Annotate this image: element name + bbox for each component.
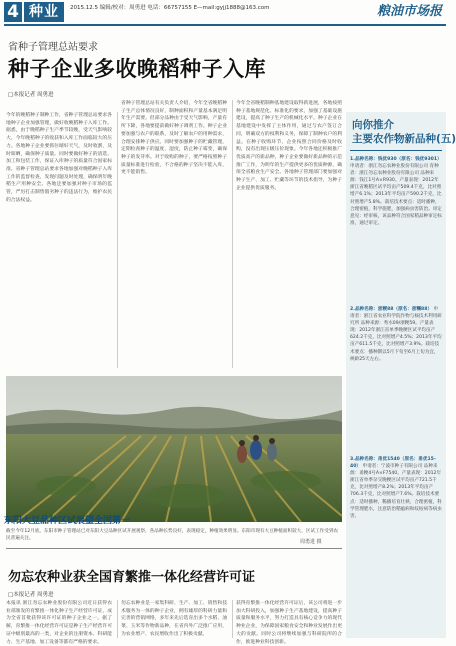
variety-1-title: 1.品种名称：钱优930（原名：钱优9301） [350, 157, 442, 162]
photo-credit: 周勇进 摄 [300, 539, 322, 545]
article2-byline: □本报记者 周勇进 [8, 592, 54, 598]
article1-column-2: 省种子管理总站有关负责人介绍，今年全省晚稻种子生产总体情况良好，制种面积和产量基本满足明年生产需要。但部分品种由于受天气影响，产量有所下降，各地要提前做好种子调剂工作。种子企业要加强与农户的联系，及时了解农户的用种需求，合理安排种子供应。同时要加强种子的贮藏管理，定期检查种子的温度、湿度，防止种子霉变，确保种子的发芽率。对于收购的种子，要严格按照种子质量标准进行检验，不合格的种子坚决不能入库，更不能销售。 [121, 101, 227, 176]
section-divider [6, 548, 342, 549]
column-divider [117, 600, 118, 638]
column-divider [117, 112, 118, 368]
masthead [0, 0, 450, 26]
article1-byline: □本报记者 周勇进 [8, 92, 54, 98]
newspaper-brand: 粮油市场报 [376, 4, 442, 19]
variety-3-title: 3.品种名称：甬优1540（原名：甬优15-40） [350, 457, 436, 470]
photo-caption: 截至今年12月底，东阳市种子管理站已对东阳大豆品种区试开展观察，各品种长势良好，表现稳定，种植效果明显。东阳市现有大豆种植面积较大，区试工作受到农民普遍关注。 [6, 529, 339, 541]
sidebar-variety-3 [350, 456, 442, 636]
article2-column-3: 获得育繁推一体化经营许可证后，该公司将进一步加大科研投入，加强种子生产基地建设，提高种子质量和服务水平，努力打造具有核心竞争力的现代种业企业，为保障国家粮食安全和种业发展作出更大的贡献。同时公司将继续加强与科研院所的合作，推进种业科技创新。 [236, 601, 342, 645]
variety-2-body: 申请者：浙江省农业科学院作物与核技术利用研究所 品种来源：秀水09/浙粳59。产量表现：2012年浙江省单季晚粳区试平均亩产624.2千克，比对照增产4.5%；2013年平均亩产611.5千克，比对照增产3.9%。栽培技术要点：播种期以5月下旬至6月上旬为宜，秧龄25天左右。 [350, 307, 442, 362]
column-divider [232, 100, 233, 368]
masthead-rule [4, 24, 446, 26]
article2-headline: 勿忘农种业获全国育繁推一体化经营许可证 [8, 570, 256, 585]
article1-headline: 种子企业多收晚稻种子入库 [8, 57, 266, 81]
sidebar-variety-1 [350, 156, 442, 302]
sidebar-title: 向你推介 [352, 119, 394, 131]
article1-kicker: 省种子管理总站要求 [8, 42, 98, 53]
column-divider [232, 600, 233, 638]
section-label: 种业 [24, 2, 64, 22]
sidebar-variety-2 [350, 306, 442, 452]
article2-column-2: 勿忘农种业是一家集科研、生产、加工、销售和技术服务为一体的种子企业，拥有雄厚的科研力量和完善的营销网络，多年来先后选育出多个水稻、油菜、玉米等作物新品种，在省内外广泛推广应用，为农业增产、农民增收作出了积极贡献。 [121, 601, 227, 637]
variety-3-body: 申请者：宁波市种子有限公司 品种来源：甬粳4号A×F7540。产量表现：2012年浙江省单季杂交晚粳区试平均亩产721.5千克，比对照增产8.2%；2013年平均亩产706.3千克，比对照增产7.6%。栽培技术要点：适时播种，稀播培育壮秧，合理密植，科学管理肥水，注意防治稻瘟病和纹枯病等病虫害。 [350, 464, 442, 519]
variety-1-body: 申请者：浙江勿忘农种业股份有限公司 育种者：浙江勿忘农种业股份有限公司 品种来源：钱江1号A×R930。产量表现：2012年浙江省晚稻区试平均亩产509.4千克，比对照增产6.1%；2013年平均亩产590.2千克，比对照增产5.8%。栽培技术要点：适时播种，合理密植，科学施肥，加强病虫害防治。审定意见：经审核，该品种符合国家稻品种审定标准，通过审定。 [350, 164, 442, 226]
photo-caption-headline: 东阳大豆品种区试展望全国第一 [4, 516, 131, 526]
article1-column-3: 今年全省晚稻制种基地建设取得新进展，各地按照种子基地规范化、标准化的要求，加强了基础设施建设，提高了种子生产的机械化水平。种子企业在基地建设中发挥了主体作用，通过与农户签订合同，明确双方的权利和义务，保障了制种农户的利益。在种子收购环节，企业按照合同价格及时收购，没有出现压级压价现象。今年各地还积极推广优质高产的新品种，种子企业要做好新品种的示范推广工作，为明年的生产提供更多的优质种源，确保全省粮食生产安全。各地种子管理部门要加强对种子生产、加工、贮藏等环节的技术指导，为种子企业提供优质服务。 [236, 101, 342, 191]
page-number: 4 [4, 2, 22, 22]
edit-info: 2015.12.5 编辑/校对：周勇进 电话：66757155 E—mail:gyjj1888@163.com [70, 5, 270, 11]
sidebar-subtitle: 主要农作物新品种(五) [352, 133, 456, 145]
sidebar-rule [350, 150, 442, 151]
article1-column-1: 今年的晚稻种子制种工作，省种子管理总站要求各地种子企业加强管理，做好收晚稻种子入库工作。据悉，由于晚稻种子生产季节较晚，受天气影响较大，今年晚稻种子的收获和入库工作面临较大的压力。各地种子企业要抓住晴好天气，及时收割，及时晾晒，确保种子质量。同时要做好种子的清选、加工和包装工作，保证入库种子的质量符合国家标准。省种子管理总站要求各地加强对晚稻种子入库工作的监督检查，发现问题及时处理，确保明年晚稻生产用种安全。各地还要加强对种子市场的监管，严厉打击制售假劣种子的违法行为，维护农民的合法权益。 [6, 113, 112, 203]
variety-2-title: 2.品种名称：浙粳88（原名：浙糯88） [350, 307, 433, 312]
soybean-field-photo [6, 376, 342, 522]
article2-column-1: 本报讯 浙江勿忘农种业股份有限公司近日获得农业部颁发的育繁推一体化种子生产经营许可证，成为全省首批获得该许可证的种子企业之一。据了解，育繁推一体化经营许可证是种子生产经营许可证中级别最高的一类，对企业的注册资本、科研能力、生产基地、加工设备等都有严格的要求。 [6, 601, 112, 645]
